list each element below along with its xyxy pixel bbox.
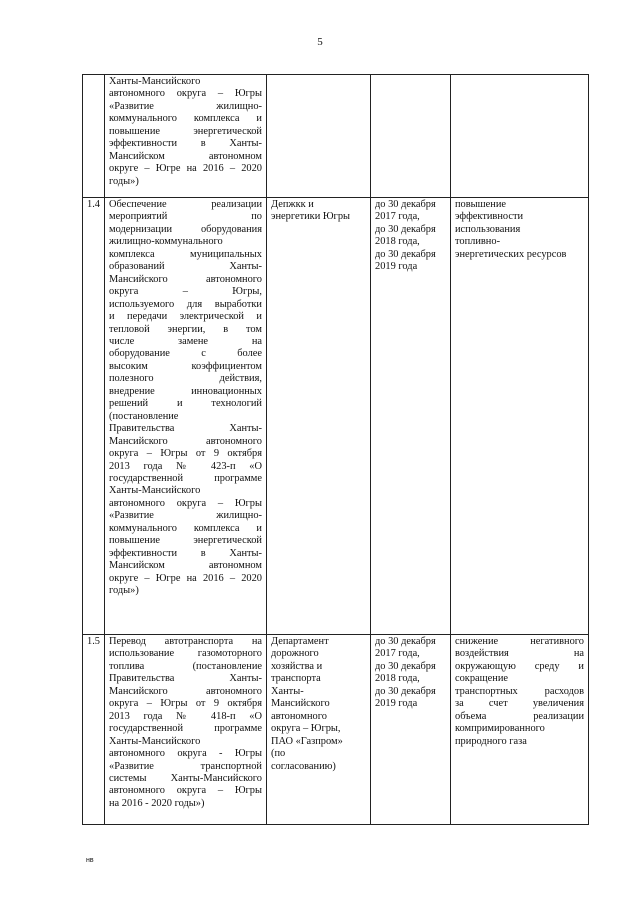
expected-result-line: транспортных расходов — [455, 685, 584, 697]
expected-result-line: использования — [455, 223, 521, 235]
responsible-party — [267, 635, 371, 825]
measure-description-line: Ханты-Мансийского — [109, 735, 201, 747]
deadline-line: до 30 декабря — [375, 660, 436, 672]
measure-description-line: государственной программе — [109, 472, 262, 484]
expected-result-line: повышение — [455, 199, 506, 210]
deadline-line: 2018 года, — [375, 236, 420, 248]
measure-description-line: на 2016 - 2020 годы») — [109, 797, 205, 809]
measure-description-line: внедрение инновационных — [109, 385, 262, 397]
responsible-party-line: ПАО «Газпром» — [271, 735, 343, 747]
responsible-party-line: транспорта — [271, 673, 321, 685]
measure-description-line: коммунального комплекса и — [109, 522, 262, 534]
measure-description-line: Мансийском автономном — [109, 150, 262, 162]
expected-result-line: снижение негативного — [455, 636, 584, 647]
measure-description-line: эффективности в Ханты- — [109, 547, 262, 559]
responsible-party-line: автономного — [271, 710, 327, 722]
responsible-party-line: согласованию) — [271, 760, 336, 772]
measure-description-line: округа – Югры, — [109, 286, 262, 298]
measure-description-line: Правительства Ханты- — [109, 423, 262, 435]
measure-description-line: образований Ханты- — [109, 261, 262, 273]
page-number: 5 — [317, 36, 323, 48]
measure-description — [105, 75, 267, 198]
expected-result-line: окружающую среду и — [455, 660, 584, 672]
expected-result-line: объема реализации — [455, 710, 584, 722]
measure-description-line: повышение энергетической — [109, 125, 262, 137]
measure-description-line: Перевод автотранспорта на — [109, 636, 262, 647]
row-number — [83, 75, 105, 198]
table-row — [83, 75, 589, 198]
responsible-party-line: Ханты- — [271, 685, 304, 697]
responsible-party-line: Мансийского — [271, 698, 330, 710]
measure-description-line: повышение энергетической — [109, 535, 262, 547]
deadline-line: до 30 декабря — [375, 223, 436, 235]
measure-description-line: «Развитие жилищно- — [109, 100, 262, 112]
measure-description-line: автономного округа – Югры — [109, 497, 262, 509]
measure-description-line: Ханты-Мансийского — [109, 76, 201, 87]
measure-description-line: округа – Югры от 9 октября — [109, 698, 262, 710]
expected-result — [451, 75, 589, 198]
measure-description-line: топлива (постановление — [109, 660, 262, 672]
table-row — [83, 198, 589, 635]
deadline-line: 2017 года, — [375, 211, 420, 223]
measure-description-line: Правительства Ханты- — [109, 673, 262, 685]
responsible-party — [267, 198, 371, 635]
footer-mark: нв — [86, 857, 94, 864]
deadline — [371, 635, 451, 825]
measure-description-line: Мансийского автономного — [109, 435, 262, 447]
measure-description-line: 2013 года № 418-п «О — [109, 710, 262, 722]
deadline-line: до 30 декабря — [375, 685, 436, 697]
measure-description-line: коммунального комплекса и — [109, 113, 262, 125]
responsible-party — [267, 75, 371, 198]
measure-description-line: полезного действия, — [109, 373, 262, 385]
expected-result-line: энергетических ресурсов — [455, 248, 567, 260]
measure-description-line: использование газомоторного — [109, 648, 262, 660]
responsible-party-line: энергетики Югры — [271, 211, 350, 223]
measure-description-line: годы») — [109, 585, 139, 597]
measure-description-line: числе замене на — [109, 335, 262, 347]
expected-result-line: за счет увеличения — [455, 698, 584, 710]
table-row — [83, 635, 589, 825]
responsible-party-line: Депжкк и — [271, 199, 314, 210]
measure-description-line: государственной программе — [109, 723, 262, 735]
measure-description-line: «Развитие жилищно- — [109, 510, 262, 522]
deadline-line: 2018 года, — [375, 673, 420, 685]
measure-description-line: Мансийском автономном — [109, 560, 262, 572]
measure-description — [105, 635, 267, 825]
expected-result — [451, 635, 589, 825]
measure-description-line: Мансийского автономного — [109, 273, 262, 285]
measure-description-line: мероприятий по — [109, 211, 262, 223]
deadline — [371, 198, 451, 635]
responsible-party-line: (по — [271, 748, 286, 760]
measure-description-line: округе – Югре на 2016 – 2020 — [109, 572, 262, 584]
expected-result-line: эффективности — [455, 211, 524, 223]
measure-description-line: тепловой энергии, в том — [109, 323, 262, 335]
measure-description-line: модернизации оборудования — [109, 223, 262, 235]
measure-description-line: оборудование с более — [109, 348, 262, 360]
table-body — [83, 75, 589, 825]
measure-description-line: системы Ханты-Мансийского — [109, 772, 262, 784]
measure-description-line: 2013 года № 423-п «О — [109, 460, 262, 472]
measure-description-line: округа – Югры от 9 октября — [109, 448, 262, 460]
expected-result-line: природного газа — [455, 735, 527, 747]
measure-description-line: Мансийского автономного — [109, 685, 262, 697]
measure-description-line: автономного округа – Югры — [109, 88, 262, 100]
deadline-line: до 30 декабря — [375, 636, 436, 647]
responsible-party-line: округа – Югры, — [271, 723, 341, 735]
deadline-line: до 30 декабря — [375, 199, 436, 210]
measure-description-line: Обеспечение реализации — [109, 199, 262, 210]
measure-description-line: «Развитие транспортной — [109, 760, 262, 772]
measures-table — [82, 74, 589, 825]
measure-description-line: автономного округа – Югры — [109, 785, 262, 797]
row-number: 1.5 — [83, 635, 105, 825]
measure-description-line: годы») — [109, 175, 139, 187]
measure-description-line: и передачи электрической и — [109, 311, 262, 323]
row-number: 1.4 — [83, 198, 105, 635]
deadline-line: 2017 года, — [375, 648, 420, 660]
measure-description-line: решений и технологий — [109, 398, 262, 410]
measure-description-line: автономного округа - Югры — [109, 748, 262, 760]
measure-description-line: (постановление — [109, 410, 179, 422]
deadline-line: 2019 года — [375, 261, 418, 273]
expected-result-line: топливно- — [455, 236, 501, 248]
measure-description-line: жилищно-коммунального — [109, 236, 223, 248]
measure-description-line: используемого для выработки — [109, 298, 262, 310]
responsible-party-line: дорожного — [271, 648, 319, 660]
measure-description-line: высоким коэффициентом — [109, 360, 262, 372]
responsible-party-line: Департамент — [271, 636, 329, 647]
measure-description-line: комплекса муниципальных — [109, 248, 262, 260]
expected-result-line: сокращение — [455, 673, 509, 685]
expected-result-line: воздействия на — [455, 648, 584, 660]
measure-description-line: округе – Югре на 2016 – 2020 — [109, 163, 262, 175]
measure-description-line: эффективности в Ханты- — [109, 138, 262, 150]
expected-result-line: компримированного — [455, 723, 545, 735]
deadline — [371, 75, 451, 198]
deadline-line: до 30 декабря — [375, 248, 436, 260]
deadline-line: 2019 года — [375, 698, 418, 710]
measure-description-line: Ханты-Мансийского — [109, 485, 201, 497]
expected-result — [451, 198, 589, 635]
measure-description — [105, 198, 267, 635]
responsible-party-line: хозяйства и — [271, 660, 323, 672]
